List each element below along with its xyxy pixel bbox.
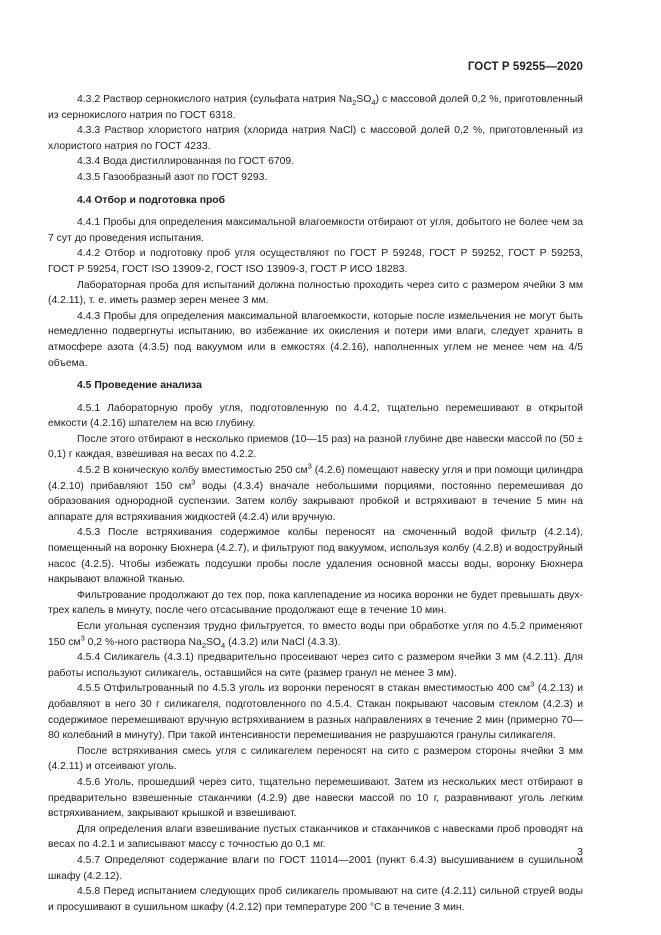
subscript: 2 bbox=[201, 640, 206, 650]
text-run: 4.5.4 Силикагель (4.3.1) предварительно просеивают через сито с размером ячейки 3 мм (4.2.11). Для работы используют силикагель, оставшийся на сите (размер гранул не менее 3 мм). bbox=[48, 652, 583, 679]
text-run: 4.5.1 Лабораторную пробу угля, подготовленную по 4.4.2, тщательно перемешивают в открытой емкости (4.2.16) шпателем на всю глубину. bbox=[48, 402, 583, 430]
text-run: После встряхивания смесь угля с силикагелем переносят на сито с размером стороны ячейки 3 мм (4.2.11) и отсеивают уголь. bbox=[48, 745, 583, 773]
paragraph bbox=[48, 309, 583, 371]
text-run: 4.4.1 Пробы для определения максимальной влагоемкости отбирают от угля, добытого не более чем за 7 сут до проведения испытания. bbox=[48, 217, 583, 244]
paragraph bbox=[48, 215, 583, 246]
text-run: 4.5.7 Определяют содержание влаги по ГОСТ 11014—2001 (пункт 6.4.3) высушиванием в сушильном шкафу (4.2.12). bbox=[48, 854, 583, 882]
text-run: SO bbox=[356, 94, 372, 105]
paragraph bbox=[48, 650, 583, 681]
text-run: 0,2 %-ного раствора Na bbox=[84, 636, 202, 648]
paragraph bbox=[48, 278, 583, 309]
text-run: Лабораторная проба для испытаний должна полностью проходить через сито с размером ячейки 3 мм (4.2.11), т. е. иметь размер зерен менее 3 мм. bbox=[48, 279, 583, 307]
paragraph bbox=[48, 525, 583, 587]
subscript: 4 bbox=[371, 98, 376, 108]
paragraph bbox=[48, 92, 583, 123]
superscript: 3 bbox=[80, 633, 85, 643]
text-run: 4.5.6 Уголь, прошедший через сито, тщательно перемешивают. Затем из нескольких мест отбирают в предварительно взвешенные стаканчики (4.2.9) две навески массой по 10 г, разравнивают уголь легким встряхиванием, закрывают крышкой и взвешивают. bbox=[48, 776, 583, 820]
section-spacer bbox=[48, 208, 583, 215]
text-run: 4.5.3 После встряхивания содержимое колбы переносят на смоченный водой фильтр (4.2.14), помещенный на воронку Бюхнера (4.2.7), и фильтруют под вакуумом, используя колбу (4.2.8) и водоструйный насос (4.2.5). Чтобы избежать подсушки пробы после удаления основной массы воды, воронку Бюхнера накрывают влажной тканью. bbox=[48, 527, 583, 586]
text-run: (4.2.13) и добавляют в него 30 г силикагеля, подготовленного по 4.5.4. Стакан покрывают часовым стеклом (4.2.3) и содержимое перемешивают вручную встряхиванием в разных направлениях в течение 2 мин (примерно 70—80 колебаний в минуту). При такой интенсивности перемешивания не разрушаются гранулы силикагеля. bbox=[48, 683, 584, 742]
paragraph bbox=[48, 744, 583, 775]
text-run: воды (4.3.4) вначале небольшими порциями, постоянно перемешивая до образования однородной суспензии. Затем колбу закрывают пробкой и встряхивают в течение 5 мин на аппарате для встряхивания жидкостей (4.2.4) или вручную. bbox=[48, 480, 583, 523]
paragraph bbox=[48, 246, 583, 277]
subscript: 2 bbox=[352, 98, 357, 108]
section-heading bbox=[48, 378, 583, 394]
superscript: 3 bbox=[530, 679, 535, 689]
paragraph bbox=[48, 822, 583, 853]
subscript: 4 bbox=[221, 640, 226, 650]
text-run: 4.5.5 Отфильтрованный по 4.5.3 уголь из воронки переносят в стакан вместимостью 400 см bbox=[77, 683, 531, 695]
text-run: Фильтрование продолжают до тех пор, пока каплепадение из носика воронки не будет превышать двух-трех капель в минуту, после чего отсасывание продолжают еще в течение 10 мин. bbox=[48, 589, 583, 617]
paragraph bbox=[48, 170, 583, 186]
text-run: 4.3.4 Вода дистиллированная по ГОСТ 6709. bbox=[77, 156, 295, 168]
page-number: 3 bbox=[577, 847, 583, 858]
section-heading bbox=[48, 193, 583, 209]
paragraph bbox=[48, 619, 583, 650]
paragraph bbox=[48, 588, 583, 619]
section-spacer bbox=[48, 371, 583, 378]
document-header: ГОСТ Р 59255—2020 bbox=[467, 61, 583, 73]
paragraph bbox=[48, 432, 583, 463]
text-run: 4.5.8 Перед испытанием следующих проб силикагель промывают на сите (4.2.11) сильной струей воды и просушивают в сушильном шкафу (4.2.12) при температуре 200 °С в течение 3 мин. bbox=[48, 886, 583, 913]
text-run: Если угольная суспензия трудно фильтруется, то вместо воды при обработке угля по 4.5.2 применяют 150 см bbox=[48, 621, 583, 648]
text-run: (4.3.2) или NaCl (4.3.3). bbox=[225, 636, 341, 648]
text-run: ) с массовой долей 0,2 %, приготовленный из сернокислого натрия по ГОСТ 6318. bbox=[48, 94, 583, 121]
text-run: 4.4.2 Отбор и подготовку проб угля осуществляют по ГОСТ Р 59248, ГОСТ Р 59252, ГОСТ Р 59253, ГОСТ Р 59254, ГОСТ ISO 13909-2, ГОСТ ISO 13909-3, ГОСТ Р ИСО 18283. bbox=[48, 248, 583, 275]
paragraph bbox=[48, 463, 583, 525]
superscript: 3 bbox=[307, 461, 312, 471]
document-body bbox=[48, 92, 583, 915]
paragraph bbox=[48, 853, 583, 884]
superscript: 3 bbox=[191, 477, 196, 487]
text-run: 4.5.2 В коническую колбу вместимостью 250 см bbox=[77, 465, 308, 477]
paragraph bbox=[48, 401, 583, 432]
paragraph bbox=[48, 681, 583, 743]
text-run: Для определения влаги взвешивание пустых стаканчиков и стаканчиков с навесками проб проводят на весах по 4.2.1 и записывают массу с точностью до 0,1 мг. bbox=[48, 823, 583, 851]
text-run: 4.5 Проведение анализа bbox=[77, 380, 202, 392]
text-run: 4.3.3 Раствор хлористого натрия (хлорида натрия NaCl) с массовой долей 0,2 %, приготовленный из хлористого натрия по ГОСТ 4233. bbox=[48, 125, 583, 152]
paragraph bbox=[48, 154, 583, 170]
paragraph bbox=[48, 775, 583, 822]
text-run: 4.3.2 Раствор сернокислого натрия (сульфата натрия Na bbox=[77, 94, 353, 105]
section-spacer bbox=[48, 394, 583, 401]
text-run: (4.2.6) помещают навеску угля и при помощи цилиндра (4.2.10) прибавляют 150 см bbox=[48, 465, 584, 492]
text-run: 4.4.3 Пробы для определения максимальной влагоемкости, которые после измельчения не могут быть немедленно подвергнуты испытанию, во избежание их окисления и потери ими влаги, следует хранить в атмосфере азота (4.3.5) под вакуумом или в емкостях (4.2.16), наполненных углем не менее чем на 4/5 объема. bbox=[48, 310, 583, 369]
text-run: 4.4 Отбор и подготовка проб bbox=[77, 194, 226, 206]
paragraph bbox=[48, 123, 583, 154]
text-run: 4.3.5 Газообразный азот по ГОСТ 9293. bbox=[77, 171, 268, 183]
text-run: После этого отбирают в несколько приемов (10—15 раз) на разной глубине две навески массой по (50 ± 0,1) г каждая, взвешивая на весах по 4.2.2. bbox=[48, 433, 583, 461]
section-spacer bbox=[48, 186, 583, 193]
paragraph bbox=[48, 884, 583, 915]
text-run: SO bbox=[206, 636, 222, 648]
